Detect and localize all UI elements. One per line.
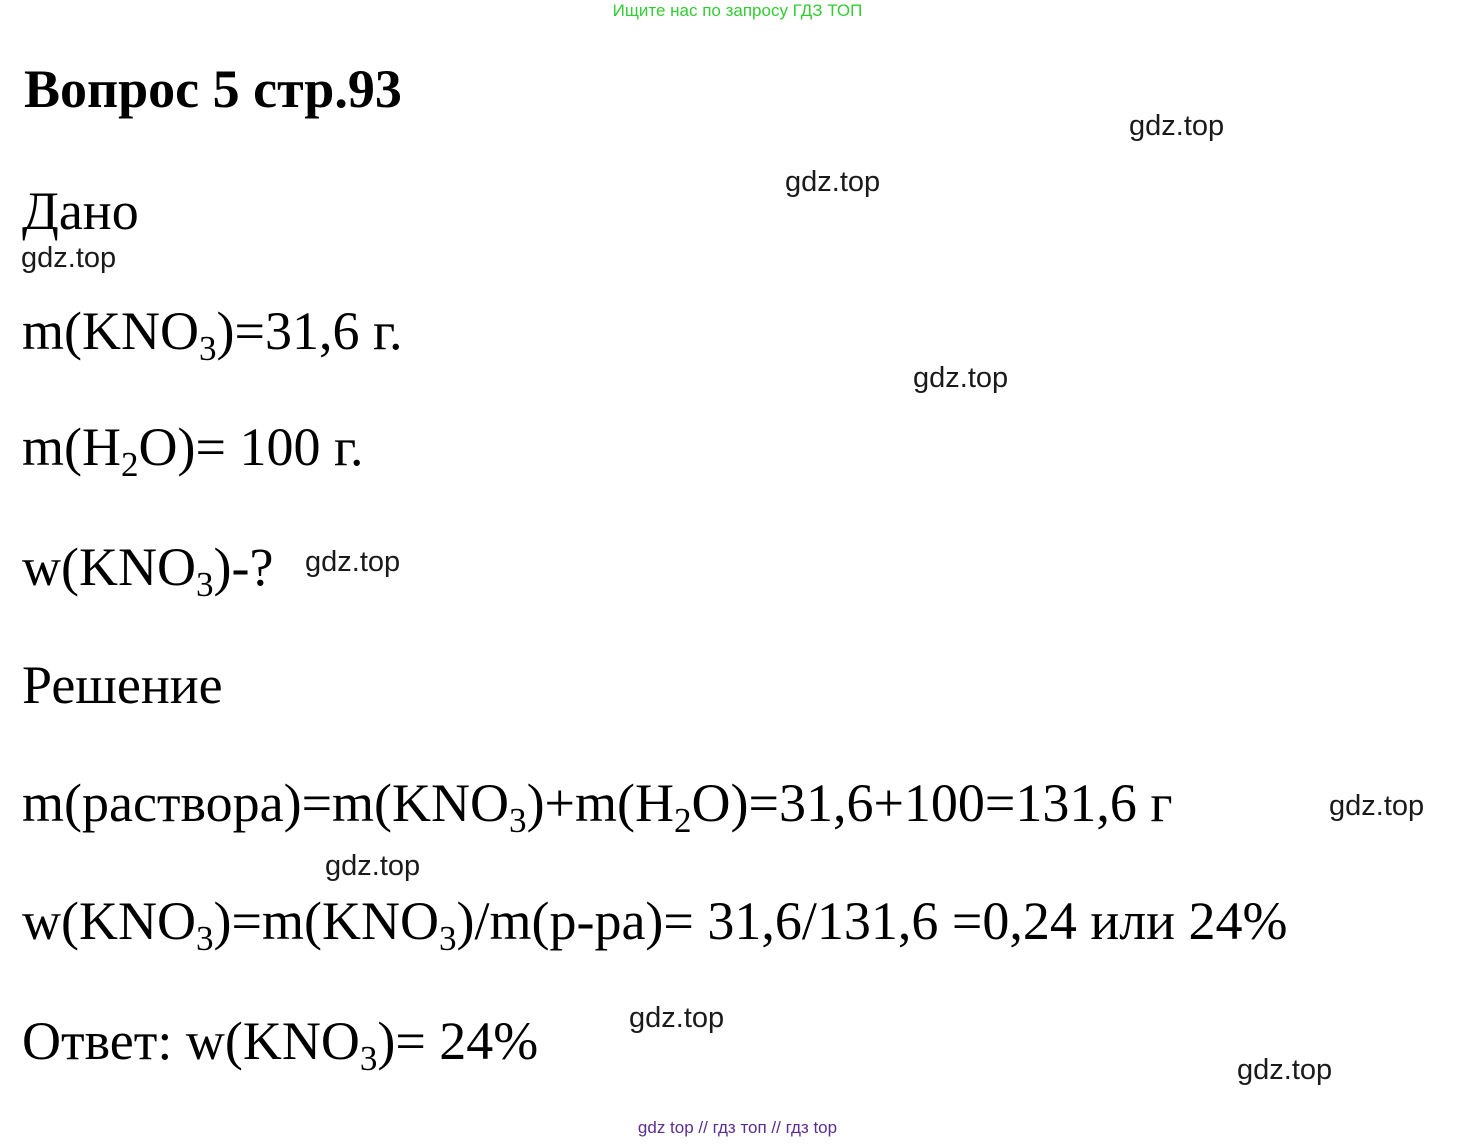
watermark: gdz.top xyxy=(325,850,421,882)
top-banner: Ищите нас по запросу ГДЗ ТОП xyxy=(612,1,863,20)
watermark: gdz.top xyxy=(305,546,401,578)
watermark: gdz.top xyxy=(629,1002,725,1034)
watermark: gdz.top xyxy=(1129,110,1225,142)
solution-heading: Решение xyxy=(22,655,223,715)
given-heading: Дано xyxy=(22,181,139,241)
solution-line-fraction: $w(KNO_3)=m(KNO_3)/m(р-ра)= 31,6/131,6 =0,24$ или 24% xyxy=(22,891,1288,959)
given-unknown-w: $w(KNO_3)-$? xyxy=(22,537,274,605)
page-title: Вопрос 5 стр.93 xyxy=(24,59,402,119)
watermark: gdz.top xyxy=(1237,1054,1333,1086)
watermark: gdz.top xyxy=(913,362,1009,394)
watermark: gdz.top xyxy=(21,242,117,274)
footer-links: gdz top // гдз топ // гдз top xyxy=(637,1118,838,1137)
watermark: gdz.top xyxy=(785,166,881,198)
solution-line-mass: $m(раствора)=m(KNO_3)+m(H_2O)=31,6+100=131,6$ г xyxy=(22,773,1173,841)
given-mass-kno3: $m(KNO_3)=31,6$ г. xyxy=(22,301,403,369)
given-mass-h2o: $m(H_2O)= 100$ г. xyxy=(22,417,364,485)
watermark: gdz.top xyxy=(1329,790,1425,822)
answer-line: Ответ: $w(KNO_3)= 24\%$ xyxy=(22,1011,539,1079)
